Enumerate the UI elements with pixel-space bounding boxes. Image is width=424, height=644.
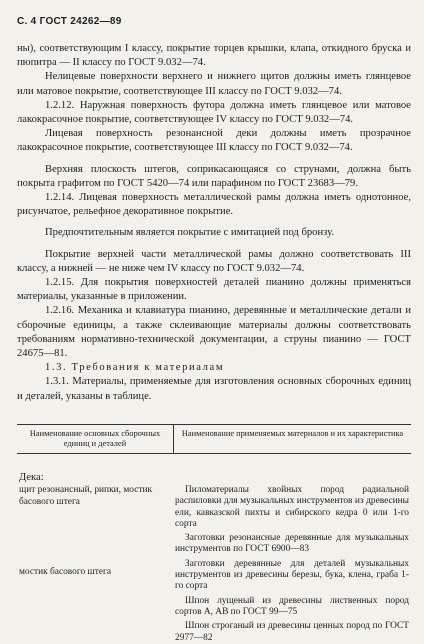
paragraph: Верхняя плоскость штегов, соприкасающаяся со струнами, должна быть покрыта графитом по ГОСТ 5420—74 или парафином по ГОСТ 23683—79. (17, 163, 411, 189)
paragraph: Нелицевые поверхности верхнего и нижнего щитов должны иметь глянцевое или матовое покрытие, соответствующее III классу по ГОСТ 9.032—74. (17, 71, 411, 97)
paragraph: Предпочтительным является покрытие с имитацией под бронзу. (45, 227, 334, 239)
table-cell-material: Заготовки резонансные деревянные для музыкальных инструментов по ГОСТ 6900—83 (175, 533, 409, 555)
paragraph-1-2-13: Лицевая поверхность резонансной деки должны иметь прозрачное лакокрасочное покрытие, соответствующее III классу по ГОСТ 9.032—74. (17, 128, 411, 154)
paragraph-1-2-16: 1.2.16. Механика и клавиатура пианино, деревянные и металлические детали и сборочные единицы, а также склеивающие материалы должны соответствовать требованиям нормативно-технической документации, а струны пианино — ГОСТ 24675—81. (17, 305, 411, 360)
paragraph-1-2-14: 1.2.14. Лицевая поверхность металлической рамы должна иметь однотонное, рисунчатое, рельефное декоративное покрытие. (17, 192, 411, 218)
table-cell-material: Пиломатериалы хвойных пород радиальной распиловки для музыкальных инструментов из древесины ели, кавказской пихты и сибирского кедра 0 или 1-го сорта (175, 485, 409, 529)
materials-table (17, 424, 411, 643)
column-header-units: Наименование основных сборочных единиц и деталей (29, 429, 161, 448)
paragraph-1-3-1: 1.3.1. Материалы, применяемые для изготовления основных сборочных единиц и деталей, указаны в таблице. (17, 376, 411, 402)
table-header (17, 425, 411, 453)
page-header: С. 4 ГОСТ 24262—89 (17, 16, 122, 27)
paragraph-1-2-12: 1.2.12. Наружная поверхность футора должна иметь глянцевое или матовое лакокрасочное покрытие, соответствующее IV классу по ГОСТ 9.032—74. (17, 99, 411, 126)
table-cell-unit: щит резонансный, рипки, мостик басового штега (19, 485, 153, 507)
table-header-rule (17, 453, 411, 454)
table-cell-units (19, 472, 161, 508)
table-cell-materials (175, 485, 409, 644)
table-group-label: Дека: (19, 472, 44, 483)
section-heading-1-3: 1.3. Требования к материалам (45, 362, 225, 374)
paragraph-1-2-15: 1.2.15. Для покрытия поверхностей деталей пианино должны применяться материалы, указанные в приложении. (17, 277, 411, 303)
table-cell-units (19, 567, 161, 578)
table-cell-material: Шпон строганый из древесины ценных пород по ГОСТ 2977—82 (175, 621, 409, 643)
paragraph-continuation: ны), соответствующим I классу, покрытие торцев крышки, клапа, откидного бруска и пюпитра — II классу по ГОСТ 9.032—74. (17, 43, 411, 69)
paragraph: Покрытие верхней части металлической рамы должно соответствовать III классу, а нижней — не ниже чем IV классу по ГОСТ 9.032—74. (17, 248, 411, 274)
table-cell-material: Шпон лущеный из древесины лиственных пород сортов А, АВ по ГОСТ 99—75 (175, 595, 409, 617)
table-cell-unit: мостик басового штега (19, 567, 111, 577)
document-body (17, 42, 411, 404)
table-cell-material: Заготовки деревянные для деталей музыкальных инструментов из древесины березы, бука, клена, граба 1-го сорта (175, 558, 409, 592)
column-header-materials: Наименование применяемых материалов и их характеристика (173, 425, 411, 453)
